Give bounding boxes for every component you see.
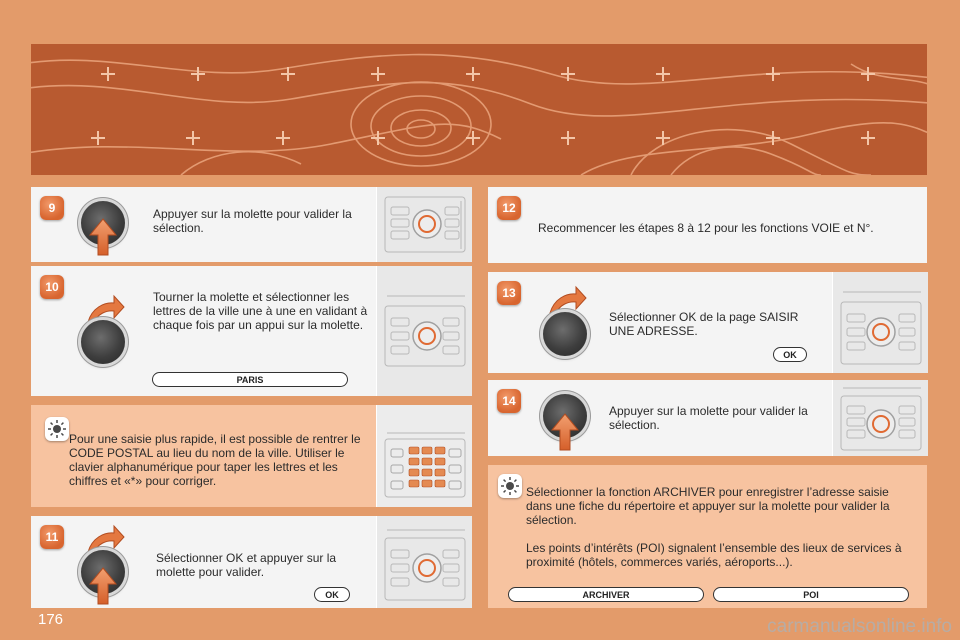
step-instruction: Sélectionner OK de la page SAISIR UNE ADRESSE. xyxy=(609,310,799,338)
tip-archive-card xyxy=(488,465,927,608)
tip-sun-icon xyxy=(498,474,522,498)
keypad-panel-icon xyxy=(376,405,472,507)
step-10-card xyxy=(31,266,471,396)
radio-panel-icon xyxy=(376,187,472,262)
page-number: 176 xyxy=(38,611,64,628)
rotate-arrow-icon xyxy=(546,285,588,315)
radio-panel-icon xyxy=(832,380,928,456)
step-instruction: Sélectionner OK et appuyer sur la molette pour valider. xyxy=(156,551,337,579)
step-badge: 10 xyxy=(40,275,64,299)
paris-option-label: PARIS xyxy=(152,372,348,387)
step-12-card xyxy=(488,187,927,263)
tip-sun-icon xyxy=(45,417,69,441)
press-arrow-icon xyxy=(550,412,580,452)
step-instruction: Appuyer sur la molette pour valider la sélection. xyxy=(609,404,808,432)
navigation-knob-icon xyxy=(81,320,125,364)
step-13-card xyxy=(488,272,927,373)
watermark: carmanualsonline.info xyxy=(767,616,952,637)
radio-panel-icon xyxy=(376,266,472,396)
step-badge: 14 xyxy=(497,389,521,413)
press-arrow-icon xyxy=(88,217,118,257)
tip-poi-description: Les points d’intérêts (POI) signalent l’ensemble des lieux de services à proximité (hôtels, commerces variés, aéroports...). xyxy=(526,541,902,569)
ok-option-label: OK xyxy=(314,587,350,602)
topographic-banner xyxy=(31,44,927,175)
step-11-card xyxy=(31,516,471,608)
radio-panel-icon xyxy=(832,272,928,373)
tip-postal-code-card xyxy=(31,405,471,507)
press-arrow-icon xyxy=(88,566,118,606)
step-badge: 12 xyxy=(497,196,521,220)
navigation-knob-icon xyxy=(543,312,587,356)
topographic-pattern-icon xyxy=(31,44,927,175)
step-14-card xyxy=(488,380,927,456)
poi-option-label: POI xyxy=(713,587,909,602)
step-badge: 11 xyxy=(40,525,64,549)
step-badge: 9 xyxy=(40,196,64,220)
step-9-card xyxy=(31,187,471,262)
ok-option-label: OK xyxy=(773,347,807,362)
step-badge: 13 xyxy=(497,281,521,305)
radio-panel-icon xyxy=(376,516,472,608)
archiver-option-label: ARCHIVER xyxy=(508,587,704,602)
tip-instruction: Sélectionner la fonction ARCHIVER pour enregistrer l’adresse saisie dans une fiche du répertoire et appuyer sur la molette pour valider la sélection. xyxy=(526,485,890,527)
step-instruction: Recommencer les étapes 8 à 12 pour les fonctions VOIE et N°. xyxy=(538,221,874,235)
step-instruction: Appuyer sur la molette pour valider la sélection. xyxy=(153,207,352,235)
tip-instruction: Pour une saisie plus rapide, il est possible de rentrer le CODE POSTAL au lieu du nom de la ville. Utiliser le clavier alphanumérique pour taper les lettres et les chiffres et «*» pour corriger. xyxy=(69,432,361,488)
step-instruction: Tourner la molette et sélectionner les lettres de la ville une à une en validant à chaque fois par un appui sur la molette. xyxy=(153,290,368,332)
